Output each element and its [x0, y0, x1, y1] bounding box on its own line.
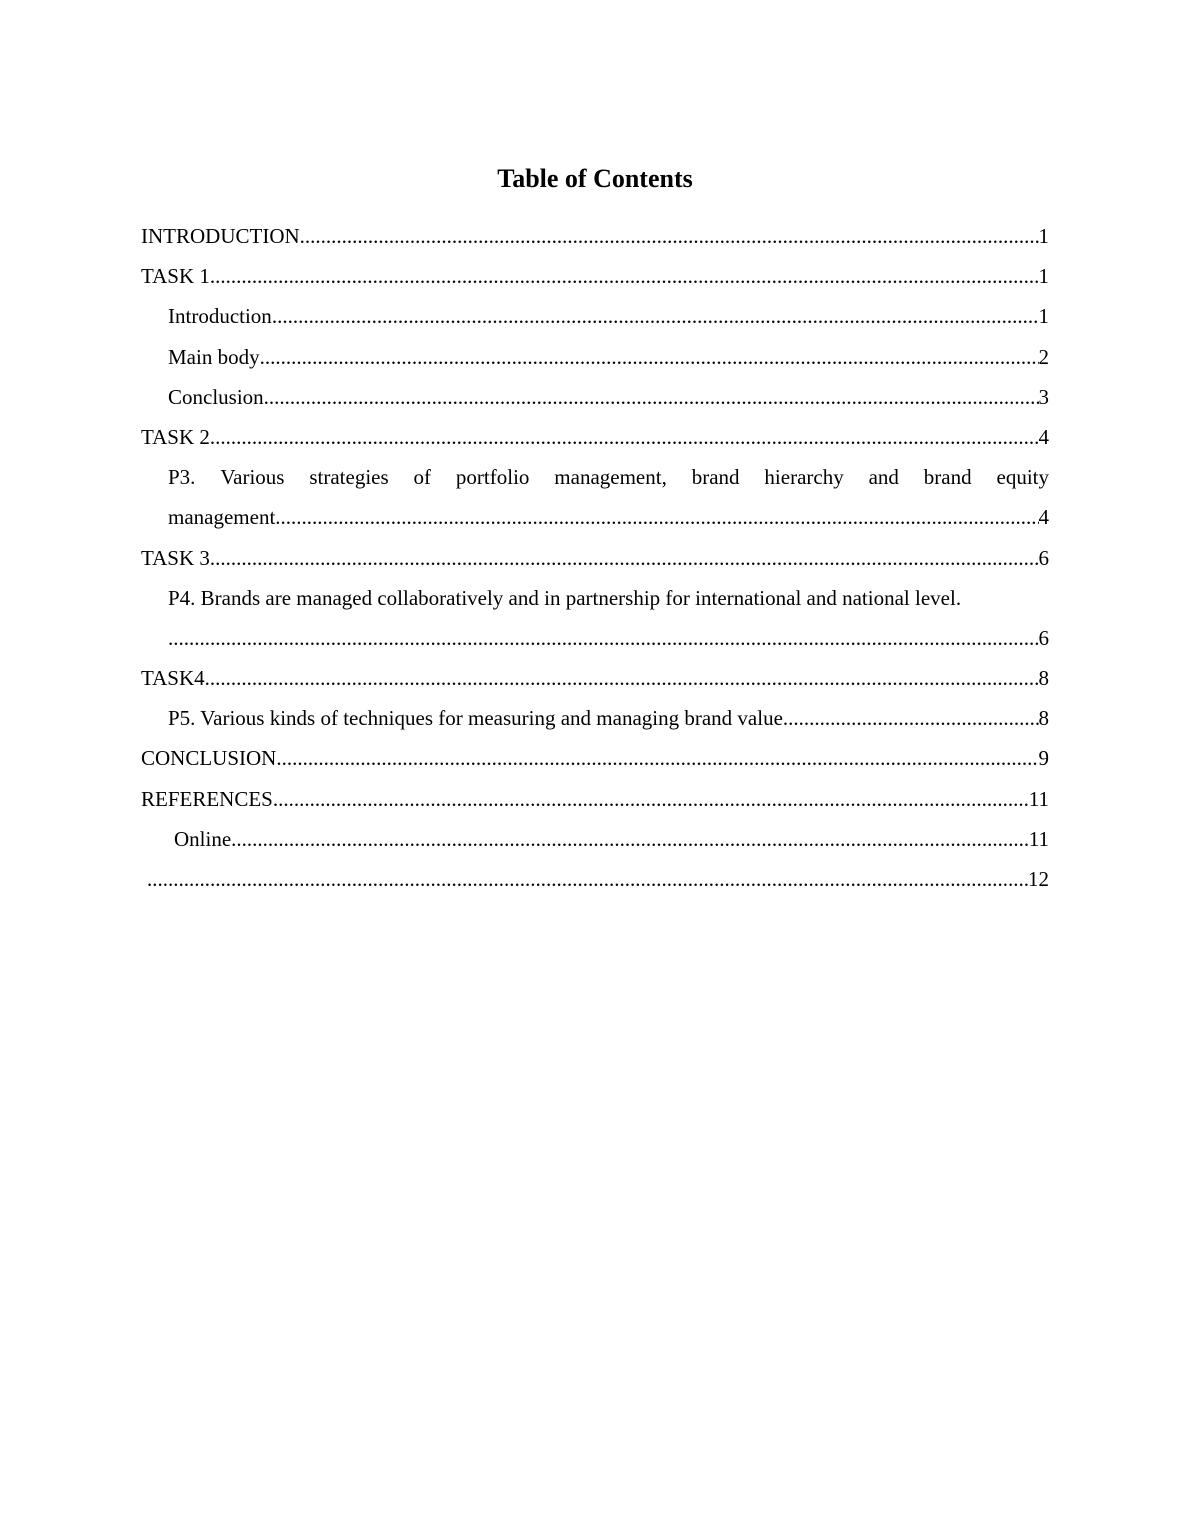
toc-entry-page: 6: [1039, 538, 1050, 578]
toc-entry-conclusion[interactable]: [141, 738, 1049, 778]
toc-entry-task1-introduction[interactable]: [168, 296, 1049, 336]
toc-leader-dots: [276, 738, 1038, 778]
toc-entry-label: Conclusion: [168, 377, 264, 417]
toc-word: brand: [923, 465, 972, 490]
toc-entry-label: Online: [174, 819, 231, 859]
toc-leader-dots: [264, 377, 1039, 417]
toc-word: of: [413, 465, 432, 490]
toc-leader-dots: [260, 337, 1039, 377]
toc-leader-dots: [275, 497, 1038, 537]
toc-title: Table of Contents: [497, 164, 693, 193]
toc-word: equity: [996, 465, 1049, 490]
toc-entry-task1-conclusion[interactable]: [168, 377, 1049, 417]
toc-word: hierarchy: [764, 465, 844, 490]
toc-entry-references-online[interactable]: [174, 819, 1049, 859]
toc-word: management,: [554, 465, 667, 490]
toc-entry-page: 8: [1039, 658, 1050, 698]
toc-entry-page: 2: [1039, 337, 1050, 377]
toc-entry-p5[interactable]: [168, 698, 1049, 738]
toc-leader-dots: [210, 256, 1039, 296]
toc-entry-label: Introduction: [168, 296, 272, 336]
toc-entry-task-1[interactable]: [141, 256, 1049, 296]
toc-entry-label: Main body: [168, 337, 260, 377]
toc-entry-label: CONCLUSION: [141, 738, 276, 778]
toc-entry-page: 4: [1039, 417, 1050, 457]
toc-word: and: [868, 465, 899, 490]
toc-leader-dots: [147, 859, 1028, 899]
toc-entry-label: TASK 1: [141, 256, 210, 296]
toc-entry-label: REFERENCES: [141, 779, 273, 819]
toc-leader-dots: [210, 417, 1039, 457]
toc-entry-label-line1: [168, 457, 1049, 497]
toc-entry-label: TASK4: [141, 658, 205, 698]
toc-entry-page: 1: [1039, 216, 1050, 256]
toc-entry-task-3[interactable]: [141, 538, 1049, 578]
toc-entry-page: 8: [1039, 698, 1050, 738]
toc-word: Various: [220, 465, 285, 490]
toc-leader-dots: [783, 698, 1039, 738]
toc-entry-untitled[interactable]: [147, 859, 1049, 899]
toc-leader-dots: [231, 819, 1029, 859]
toc-entry-page: 11: [1029, 819, 1049, 859]
toc-leader-dots: [300, 216, 1039, 256]
toc-entry-label-line1: P4. Brands are managed collaboratively and in partnership for international and national level.: [168, 585, 962, 610]
toc-word: P3.: [168, 465, 196, 490]
toc-entry-task-4[interactable]: [141, 658, 1049, 698]
toc-entry-label: TASK 3: [141, 538, 210, 578]
toc-entry-label: P5. Various kinds of techniques for measuring and managing brand value: [168, 698, 783, 738]
toc-entry-page: 3: [1039, 377, 1050, 417]
toc-entry-page: 11: [1029, 779, 1049, 819]
toc-entry-page: 1: [1039, 256, 1050, 296]
toc-entry-label: TASK 2: [141, 417, 210, 457]
toc-word: strategies: [309, 465, 389, 490]
toc-leader-dots: [210, 538, 1039, 578]
toc-entry-page: 4: [1039, 497, 1050, 537]
toc-leader-dots: [205, 658, 1039, 698]
toc-list: [141, 216, 1049, 899]
toc-entry-references[interactable]: [141, 779, 1049, 819]
toc-entry-p3[interactable]: [168, 457, 1049, 537]
toc-entry-page: 12: [1028, 859, 1049, 899]
toc-entry-task-2[interactable]: [141, 417, 1049, 457]
toc-entry-page: 9: [1039, 738, 1050, 778]
toc-entry-introduction[interactable]: [141, 216, 1049, 256]
toc-leader-dots: [273, 779, 1029, 819]
toc-leader-dots: [168, 618, 1039, 658]
toc-entry-p4[interactable]: [168, 578, 1049, 658]
toc-entry-page: 6: [1039, 618, 1050, 658]
toc-word: portfolio: [455, 465, 530, 490]
toc-leader-dots: [272, 296, 1039, 336]
toc-entry-label: INTRODUCTION: [141, 216, 300, 256]
toc-entry-page: 1: [1039, 296, 1050, 336]
toc-entry-label-line2: management: [168, 497, 275, 537]
toc-word: brand: [691, 465, 740, 490]
toc-entry-task1-main-body[interactable]: [168, 337, 1049, 377]
